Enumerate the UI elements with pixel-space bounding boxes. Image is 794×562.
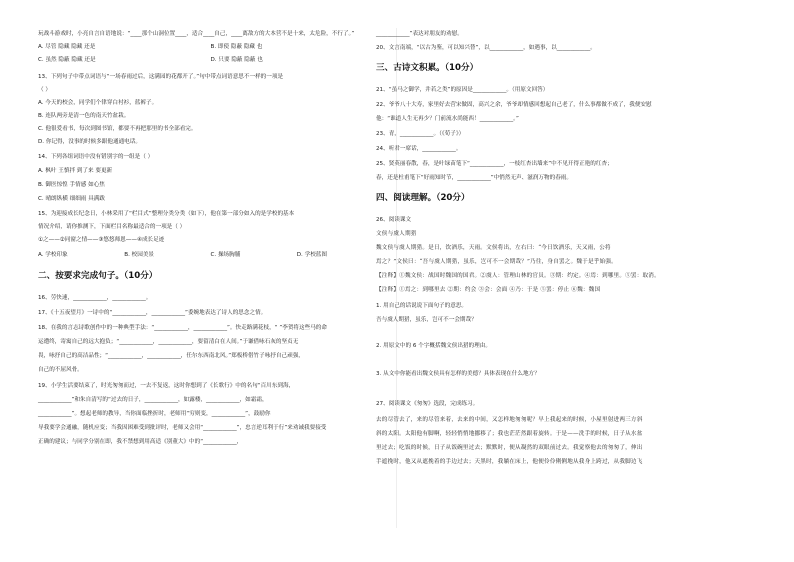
q15-option-a: A. 学校印象: [38, 252, 68, 258]
section-2-heading: 二、按要求完成句子。（10分）: [38, 271, 158, 281]
q26-question-1-sentence: 吾与虞人期猎，虽乐，岂可不一会期哉？: [376, 317, 477, 323]
q15-option-b: B. 校园美景: [124, 252, 155, 258]
q27-passage-line2: 斜的太阳。太阳他有脚啊，轻轻悄悄地挪移了；我也茫茫然跟着旋转。于是——洗手的时候，日子从水盆: [376, 431, 643, 437]
q12-option-spacer: [124, 56, 210, 64]
section-3-heading: 三、古诗文积累。（10分）: [376, 63, 479, 73]
q17: 17、《十五夜望月》一诗中的“____________，____________”委婉地表达了诗人的思念之情。: [38, 310, 267, 316]
q26-notes-line1: 【注释】①魏文侯：战国时魏国的国君。②虞人：管理山林的官员。③期：约定。④焉：到哪里。⑤罢：取消。: [376, 273, 660, 279]
q15-columns: ①之——②同窗之情——③悠悠师恩——④成长足迹: [38, 237, 165, 243]
q12-stem: 玩战斗游戏时，小亮自言自语地说：“____那个山洞位置____，适合____自己，____离敌方的大本营不是十来，太危险，不行了。”: [38, 31, 355, 37]
q19-line1: 19、小学生活要结束了，时光匆匆而过，一去不复返，这时你想到了《长歌行》中的名句“百川东到海，: [38, 383, 295, 389]
q13-option-c: C. 他很爱看书，每次到图书馆，都要不再把那里的书全部看完。: [38, 126, 197, 132]
q15-option-d: D. 学校蓝图: [296, 252, 327, 258]
q12-option-spacer: [124, 43, 210, 51]
q23: 23、青，____________。（《荀子》）: [376, 131, 465, 137]
q22-line2: 他：“谁道人生无再少？门前流水尚能西！____________。”: [376, 116, 519, 122]
q13-bracket: （ ）: [38, 87, 51, 93]
q19-line3: ____________”。想起老师的教导，当你面临挫折时，老师用“穷则变，____________”，鼓励你: [38, 411, 271, 417]
q26-passage-line2: 焉之？”文侯曰：“吾与虞人期猎，虽乐，岂可不一会期哉？”乃往，身自罢之。魏于是乎始强。: [376, 259, 617, 265]
q27-passage-line1: 去的尽管去了，来的尽管来着，去来的中间，又怎样地匆匆呢？早上我起来的时候，小屋里射进两三方斜: [376, 417, 643, 423]
q26-notes-line2: 【注释】①焉之：到哪里去 ②期：约会 ③会：会面 ④乃：于是 ⑤罢：停止 ⑥魏：魏国: [376, 287, 601, 293]
q25-line1: 25、贤英丽春散，春，是叶绿苗笔下“____________，一枝红杏出墙来”中不见开得正艳的红杏；: [376, 161, 613, 167]
q18-line1: 18、在我的言志诗歌创作中的一种典型手法：“____________，____________”。快走路满花枝，“ ”李贺将这些马的命: [38, 325, 327, 331]
q12-option-spacer: [297, 43, 383, 51]
q15-options: [38, 251, 383, 259]
q13-option-b: B. 连队两旁是清一色的南天竹盆栽。: [38, 113, 130, 119]
q25-line2: 春，还是杜甫笔下“好雨知时节，____________”中悄然无声、滋润万物的春雨。: [376, 175, 572, 181]
q13-stem: 13、下列句子中带点词语与“一场春雨过后，这满园的花都开了。”句中带点词语意思不一样的一项是: [38, 74, 284, 80]
section-4-heading: 四、阅读理解。（20分）: [376, 193, 470, 203]
q27-passage-line3: 里过去；吃饭的时候，日子从饭碗里过去；默默时，便从凝然的双眼前过去。我觉察他去的匆匆了，伸出: [376, 445, 643, 451]
q15-stem: 15、为迎接成长纪念日，小林采用了“栏目式”整理分类分类（如下），他在第一部分如入的是学校的基本: [38, 211, 295, 217]
q12-option-a: A. 尽管 隐藏 隐藏 还是: [38, 44, 96, 50]
q14-option-c: C. 晴朗纵横 细细雨 具满跋: [38, 196, 105, 202]
q22-line1: 22、爷爷八十大寿，家里好去营宋做固，高兴之余，爷爷却情感回想起自己老了，什么事都做不成了，我便安慰: [376, 102, 652, 108]
q20: 20、文言南端，“以古为鉴，可以知兴替”，以____________，如遇事，以____________。: [376, 45, 596, 51]
q12-option-b: B. 即使 隐蔽 隐藏 也: [210, 44, 263, 50]
q19-line5: 正确的建议；与同学分别在即，我不禁想到用高适《别董大》中的“____________，: [38, 439, 243, 445]
q15-stem-2: 情况介绍，请你推测下，下面栏目名称最适合的一项是（ ）: [38, 224, 186, 230]
q26-question-3: 3. 从文中你能看出魏文侯具有怎样的美德？具体表现在什么地方？: [376, 371, 540, 377]
q12-options-row1: [38, 43, 383, 51]
q26-passage-title: 文侯与虞人期猎: [376, 231, 417, 237]
q14-option-a: A. 枫叶 王慎拌 到了来 要更新: [38, 168, 113, 174]
q26-passage-line1: 魏文侯与虞人期猎。是日，饮酒乐，天雨。文侯将出，左右曰：“今日饮酒乐，天又雨，公将: [376, 245, 611, 251]
q12-option-c: C. 虽然 隐蔽 隐藏 还是: [38, 57, 96, 63]
q12-options-row2: [38, 56, 383, 64]
q26-question-2: 2. 用原文中的 6 个字概括魏文侯出猎的理由。: [376, 343, 491, 349]
q24: 24、听君一席话，____________。: [376, 146, 462, 152]
q27-passage-line4: 手遮挽时，他又从遮挽着的手边过去；天黑时，我躺在床上，他便伶伶俐俐地从我身上跨过，从我脚边飞: [376, 459, 643, 465]
q26-question-1: 1. 用自己的话说说下面句子的意思。: [376, 303, 468, 309]
q18-line4: 自己的不屈风骨。: [38, 367, 83, 373]
q12-option-spacer: [297, 56, 383, 64]
q13-option-a: A. 今天的校会，同学们个律穿白衬衫，蓝裤子。: [38, 100, 158, 106]
q14-stem: 14、下列各组词语中没有错别字的一组是（ ）: [38, 154, 154, 160]
q26-stem: 26、阅读课文: [376, 217, 412, 223]
q15-option-c: C. 操场胸脯: [210, 252, 241, 258]
q27-stem: 27、阅读课文《匆匆》选段，完成练习。: [376, 401, 479, 407]
q18-line3: 畏，咏抒自己的高洁品性；“____________，____________，任尔东西南北风。”郑板桥借竹子咏抒自己顽强，: [38, 353, 304, 359]
q14-option-b: B. 御医惊惶 手情感 如心焦: [38, 182, 105, 188]
q19-line2: ____________”和朱自清写的“过去的日子，____________，如露楼，____________，如霜霜，: [38, 397, 268, 403]
q19-continuation: ____________”表达对朋友的劝慰。: [376, 31, 463, 37]
q19-line4: 导我要学会通融，随机应变；当我因困难受到批评时，老师又会用“____________”，忠言逆耳利于行”来劝诫我要接受: [38, 425, 327, 431]
q16: 16、劳快速，____________，____________。: [38, 295, 152, 301]
q21: 21、“虽马之御学，井若之类”的原因是____________。（用原文回答）: [376, 87, 549, 93]
q18-line2: 运遭终，寄寓自己的远大抱负；“____________，____________，要留清白在人间。”于谦借咏石灰的坚贞无: [38, 339, 299, 345]
q13-option-d: D. 你记得，没事的时候多跟他通通电话。: [38, 139, 141, 145]
q12-option-d: D. 只要 隐蔽 隐蔽 也: [210, 57, 263, 63]
